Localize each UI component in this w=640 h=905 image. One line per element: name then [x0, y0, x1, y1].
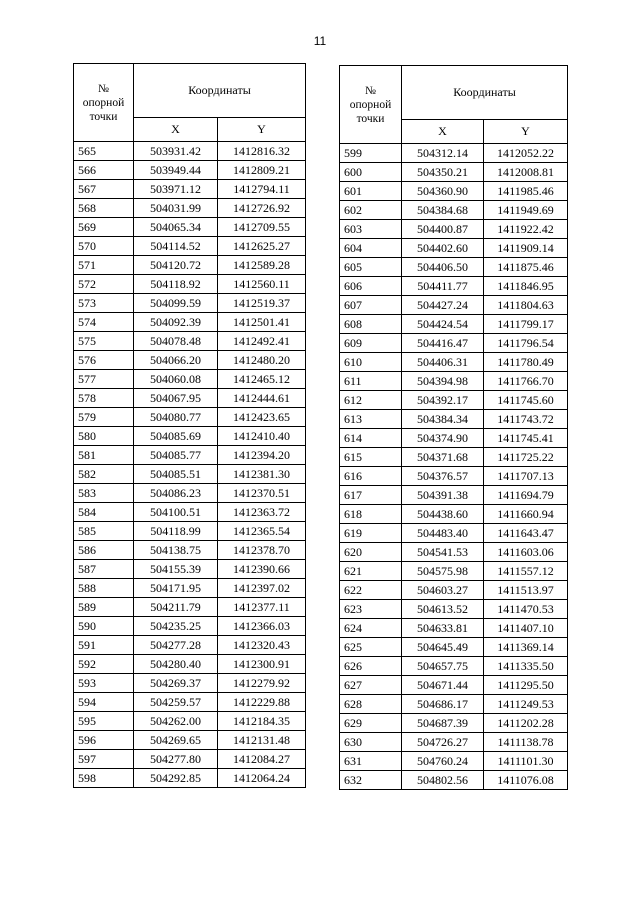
table-row	[74, 370, 306, 389]
point-number-cell: 625	[340, 638, 402, 657]
coordinates-table-left	[73, 63, 306, 788]
y-coordinate-cell: 1411138.78	[484, 733, 568, 752]
y-coordinate-cell: 1411295.50	[484, 676, 568, 695]
point-number-cell: 621	[340, 562, 402, 581]
point-number-cell: 573	[74, 294, 134, 313]
point-number-cell: 596	[74, 731, 134, 750]
table-row	[74, 161, 306, 180]
x-coordinate-cell: 504085.51	[134, 465, 218, 484]
point-number-cell: 598	[74, 769, 134, 788]
point-number-cell: 612	[340, 391, 402, 410]
table-row	[74, 218, 306, 237]
point-number-cell: 578	[74, 389, 134, 408]
y-column-header: Y	[484, 120, 568, 144]
point-number-cell: 574	[74, 313, 134, 332]
point-number-cell: 608	[340, 315, 402, 334]
y-coordinate-cell: 1412052.22	[484, 144, 568, 163]
point-number-cell: 610	[340, 353, 402, 372]
table-row	[340, 752, 568, 771]
y-column-header: Y	[218, 118, 306, 142]
table-row	[340, 657, 568, 676]
x-coordinate-cell: 504085.77	[134, 446, 218, 465]
table-row	[340, 676, 568, 695]
table-row	[340, 239, 568, 258]
point-number-cell: 570	[74, 237, 134, 256]
x-coordinate-cell: 504384.34	[402, 410, 484, 429]
point-number-cell: 575	[74, 332, 134, 351]
x-coordinate-cell: 504065.34	[134, 218, 218, 237]
table-row	[340, 315, 568, 334]
table-row	[74, 256, 306, 275]
table-row	[74, 446, 306, 465]
y-coordinate-cell: 1411949.69	[484, 201, 568, 220]
table-row	[340, 334, 568, 353]
x-coordinate-cell: 504067.95	[134, 389, 218, 408]
page-number: 11	[313, 34, 327, 48]
point-number-cell: 619	[340, 524, 402, 543]
x-coordinate-cell: 504384.68	[402, 201, 484, 220]
table-row	[340, 562, 568, 581]
table-row	[340, 448, 568, 467]
y-coordinate-cell: 1411249.53	[484, 695, 568, 714]
y-coordinate-cell: 1412519.37	[218, 294, 306, 313]
y-coordinate-cell: 1412279.92	[218, 674, 306, 693]
y-coordinate-cell: 1412709.55	[218, 218, 306, 237]
y-coordinate-cell: 1411799.17	[484, 315, 568, 334]
table-row	[340, 163, 568, 182]
x-coordinate-cell: 504411.77	[402, 277, 484, 296]
table-row	[74, 294, 306, 313]
x-coordinate-cell: 504406.50	[402, 258, 484, 277]
point-number-cell: 576	[74, 351, 134, 370]
y-coordinate-cell: 1412560.11	[218, 275, 306, 294]
x-coordinate-cell: 504118.99	[134, 522, 218, 541]
y-coordinate-cell: 1412366.03	[218, 617, 306, 636]
point-number-cell: 571	[74, 256, 134, 275]
point-number-cell: 628	[340, 695, 402, 714]
table-row	[340, 258, 568, 277]
x-column-header: X	[402, 120, 484, 144]
point-number-cell: 613	[340, 410, 402, 429]
point-number-cell: 572	[74, 275, 134, 294]
x-coordinate-cell: 504427.24	[402, 296, 484, 315]
table-row	[340, 619, 568, 638]
point-number-header	[74, 64, 134, 142]
table-row	[340, 277, 568, 296]
x-coordinate-cell: 504575.98	[402, 562, 484, 581]
x-coordinate-cell: 504483.40	[402, 524, 484, 543]
y-coordinate-cell: 1412381.30	[218, 465, 306, 484]
x-coordinate-cell: 504613.52	[402, 600, 484, 619]
point-number-cell: 566	[74, 161, 134, 180]
table-row	[74, 636, 306, 655]
y-coordinate-cell: 1412084.27	[218, 750, 306, 769]
x-coordinate-cell: 504438.60	[402, 505, 484, 524]
y-coordinate-cell: 1411202.28	[484, 714, 568, 733]
y-coordinate-cell: 1411922.42	[484, 220, 568, 239]
point-number-cell: 584	[74, 503, 134, 522]
table-row	[74, 332, 306, 351]
x-coordinate-cell: 504360.90	[402, 182, 484, 201]
table-row	[74, 560, 306, 579]
table-row	[340, 296, 568, 315]
y-coordinate-cell: 1412809.21	[218, 161, 306, 180]
x-coordinate-cell: 504099.59	[134, 294, 218, 313]
table-row	[74, 465, 306, 484]
coordinates-table-right	[339, 65, 568, 790]
y-coordinate-cell: 1411743.72	[484, 410, 568, 429]
table-row	[340, 505, 568, 524]
table-row	[74, 693, 306, 712]
y-coordinate-cell: 1412064.24	[218, 769, 306, 788]
x-column-header: X	[134, 118, 218, 142]
x-coordinate-cell: 504171.95	[134, 579, 218, 598]
x-coordinate-cell: 504118.92	[134, 275, 218, 294]
table-row	[74, 522, 306, 541]
y-coordinate-cell: 1412365.54	[218, 522, 306, 541]
table-row	[340, 600, 568, 619]
y-coordinate-cell: 1411909.14	[484, 239, 568, 258]
y-coordinate-cell: 1411804.63	[484, 296, 568, 315]
y-coordinate-cell: 1411513.97	[484, 581, 568, 600]
point-number-cell: 607	[340, 296, 402, 315]
y-coordinate-cell: 1412423.65	[218, 408, 306, 427]
x-coordinate-cell: 504031.99	[134, 199, 218, 218]
table-row	[74, 484, 306, 503]
point-number-cell: 577	[74, 370, 134, 389]
y-coordinate-cell: 1411707.13	[484, 467, 568, 486]
x-coordinate-cell: 504726.27	[402, 733, 484, 752]
table-row	[74, 617, 306, 636]
y-coordinate-cell: 1412390.66	[218, 560, 306, 579]
x-coordinate-cell: 504092.39	[134, 313, 218, 332]
table-row	[340, 372, 568, 391]
point-number-cell: 632	[340, 771, 402, 790]
y-coordinate-cell: 1411643.47	[484, 524, 568, 543]
y-coordinate-cell: 1411796.54	[484, 334, 568, 353]
y-coordinate-cell: 1412394.20	[218, 446, 306, 465]
table-row	[74, 427, 306, 446]
point-number-cell: 568	[74, 199, 134, 218]
x-coordinate-cell: 503949.44	[134, 161, 218, 180]
y-coordinate-cell: 1411875.46	[484, 258, 568, 277]
y-coordinate-cell: 1411076.08	[484, 771, 568, 790]
x-coordinate-cell: 504312.14	[402, 144, 484, 163]
table-row	[340, 524, 568, 543]
y-coordinate-cell: 1412726.92	[218, 199, 306, 218]
table-row	[340, 353, 568, 372]
table-row	[340, 144, 568, 163]
point-number-cell: 582	[74, 465, 134, 484]
y-coordinate-cell: 1412501.41	[218, 313, 306, 332]
point-number-cell: 606	[340, 277, 402, 296]
y-coordinate-cell: 1412377.11	[218, 598, 306, 617]
table-row	[340, 486, 568, 505]
x-coordinate-cell: 504671.44	[402, 676, 484, 695]
point-number-cell: 615	[340, 448, 402, 467]
x-coordinate-cell: 504235.25	[134, 617, 218, 636]
point-number-cell: 601	[340, 182, 402, 201]
point-number-cell: 609	[340, 334, 402, 353]
point-number-cell: 602	[340, 201, 402, 220]
y-coordinate-cell: 1412480.20	[218, 351, 306, 370]
x-coordinate-cell: 504402.60	[402, 239, 484, 258]
point-number-header	[340, 66, 402, 144]
y-coordinate-cell: 1411101.30	[484, 752, 568, 771]
y-coordinate-cell: 1411407.10	[484, 619, 568, 638]
table-row	[340, 467, 568, 486]
y-coordinate-cell: 1412794.11	[218, 180, 306, 199]
point-number-cell: 617	[340, 486, 402, 505]
point-number-cell: 629	[340, 714, 402, 733]
table-row	[340, 714, 568, 733]
point-number-cell: 631	[340, 752, 402, 771]
table-row	[340, 733, 568, 752]
x-coordinate-cell: 504280.40	[134, 655, 218, 674]
y-coordinate-cell: 1412300.91	[218, 655, 306, 674]
y-coordinate-cell: 1411745.41	[484, 429, 568, 448]
y-coordinate-cell: 1411369.14	[484, 638, 568, 657]
table-row	[74, 750, 306, 769]
table-row	[340, 638, 568, 657]
y-coordinate-cell: 1411335.50	[484, 657, 568, 676]
y-coordinate-cell: 1412397.02	[218, 579, 306, 598]
x-coordinate-cell: 504760.24	[402, 752, 484, 771]
x-coordinate-cell: 504211.79	[134, 598, 218, 617]
table-row	[74, 579, 306, 598]
point-number-cell: 616	[340, 467, 402, 486]
table-row	[74, 503, 306, 522]
y-coordinate-cell: 1411745.60	[484, 391, 568, 410]
x-coordinate-cell: 504424.54	[402, 315, 484, 334]
table-row	[74, 180, 306, 199]
x-coordinate-cell: 504392.17	[402, 391, 484, 410]
table-row	[340, 182, 568, 201]
point-number-cell: 580	[74, 427, 134, 446]
x-coordinate-cell: 504086.23	[134, 484, 218, 503]
x-coordinate-cell: 504391.38	[402, 486, 484, 505]
table-row	[340, 581, 568, 600]
x-coordinate-cell: 504078.48	[134, 332, 218, 351]
y-coordinate-cell: 1412589.28	[218, 256, 306, 275]
table-row	[74, 275, 306, 294]
y-coordinate-cell: 1412184.35	[218, 712, 306, 731]
x-coordinate-cell: 503931.42	[134, 142, 218, 161]
x-coordinate-cell: 504374.90	[402, 429, 484, 448]
x-coordinate-cell: 504120.72	[134, 256, 218, 275]
y-coordinate-cell: 1412008.81	[484, 163, 568, 182]
y-coordinate-cell: 1411780.49	[484, 353, 568, 372]
point-number-cell: 579	[74, 408, 134, 427]
table-row	[74, 712, 306, 731]
y-coordinate-cell: 1412320.43	[218, 636, 306, 655]
y-coordinate-cell: 1411603.06	[484, 543, 568, 562]
point-number-cell: 622	[340, 581, 402, 600]
x-coordinate-cell: 504645.49	[402, 638, 484, 657]
x-coordinate-cell: 504269.37	[134, 674, 218, 693]
table-row	[74, 142, 306, 161]
y-coordinate-cell: 1411985.46	[484, 182, 568, 201]
x-coordinate-cell: 504603.27	[402, 581, 484, 600]
point-header-line2: опорной	[82, 96, 125, 109]
x-coordinate-cell: 504114.52	[134, 237, 218, 256]
x-coordinate-cell: 504277.28	[134, 636, 218, 655]
table-row	[340, 771, 568, 790]
x-coordinate-cell: 504406.31	[402, 353, 484, 372]
table-row	[74, 351, 306, 370]
table-row	[340, 543, 568, 562]
y-coordinate-cell: 1411766.70	[484, 372, 568, 391]
y-coordinate-cell: 1411694.79	[484, 486, 568, 505]
point-number-cell: 567	[74, 180, 134, 199]
table-row	[74, 199, 306, 218]
x-coordinate-cell: 504085.69	[134, 427, 218, 446]
point-number-cell: 589	[74, 598, 134, 617]
x-coordinate-cell: 504633.81	[402, 619, 484, 638]
table-row	[340, 391, 568, 410]
table-row	[74, 655, 306, 674]
y-coordinate-cell: 1412410.40	[218, 427, 306, 446]
x-coordinate-cell: 504269.65	[134, 731, 218, 750]
table-row	[74, 731, 306, 750]
x-coordinate-cell: 504371.68	[402, 448, 484, 467]
x-coordinate-cell: 504400.87	[402, 220, 484, 239]
point-header-line3: точки	[356, 112, 385, 125]
x-coordinate-cell: 504686.17	[402, 695, 484, 714]
y-coordinate-cell: 1412378.70	[218, 541, 306, 560]
coordinates-header: Координаты	[134, 64, 306, 118]
point-number-cell: 583	[74, 484, 134, 503]
x-coordinate-cell: 504292.85	[134, 769, 218, 788]
point-number-cell: 623	[340, 600, 402, 619]
y-coordinate-cell: 1412229.88	[218, 693, 306, 712]
table-row	[74, 313, 306, 332]
point-header-line2: опорной	[349, 98, 392, 111]
point-number-cell: 595	[74, 712, 134, 731]
x-coordinate-cell: 504687.39	[402, 714, 484, 733]
x-coordinate-cell: 504080.77	[134, 408, 218, 427]
y-coordinate-cell: 1412363.72	[218, 503, 306, 522]
point-header-line1: №	[98, 82, 109, 95]
x-coordinate-cell: 504376.57	[402, 467, 484, 486]
y-coordinate-cell: 1412492.41	[218, 332, 306, 351]
x-coordinate-cell: 504262.00	[134, 712, 218, 731]
y-coordinate-cell: 1411470.53	[484, 600, 568, 619]
table-row	[340, 429, 568, 448]
point-number-cell: 626	[340, 657, 402, 676]
point-number-cell: 592	[74, 655, 134, 674]
point-header-line1: №	[365, 84, 376, 97]
table-row	[74, 541, 306, 560]
point-number-cell: 569	[74, 218, 134, 237]
point-number-cell: 593	[74, 674, 134, 693]
point-number-cell: 588	[74, 579, 134, 598]
point-number-cell: 594	[74, 693, 134, 712]
table-row	[74, 769, 306, 788]
x-coordinate-cell: 504138.75	[134, 541, 218, 560]
y-coordinate-cell: 1412816.32	[218, 142, 306, 161]
x-coordinate-cell: 504060.08	[134, 370, 218, 389]
y-coordinate-cell: 1411725.22	[484, 448, 568, 467]
coordinates-header: Координаты	[402, 66, 568, 120]
x-coordinate-cell: 504657.75	[402, 657, 484, 676]
x-coordinate-cell: 504155.39	[134, 560, 218, 579]
point-number-cell: 599	[340, 144, 402, 163]
point-number-cell: 618	[340, 505, 402, 524]
point-number-cell: 614	[340, 429, 402, 448]
table-row	[74, 674, 306, 693]
x-coordinate-cell: 504350.21	[402, 163, 484, 182]
point-number-cell: 627	[340, 676, 402, 695]
x-coordinate-cell: 504100.51	[134, 503, 218, 522]
point-number-cell: 604	[340, 239, 402, 258]
table-row	[74, 237, 306, 256]
y-coordinate-cell: 1412465.12	[218, 370, 306, 389]
x-coordinate-cell: 504802.56	[402, 771, 484, 790]
point-number-cell: 597	[74, 750, 134, 769]
y-coordinate-cell: 1412625.27	[218, 237, 306, 256]
point-header-line3: точки	[89, 110, 118, 123]
point-number-cell: 620	[340, 543, 402, 562]
point-number-cell: 590	[74, 617, 134, 636]
table-row	[74, 389, 306, 408]
table-row	[340, 220, 568, 239]
y-coordinate-cell: 1411846.95	[484, 277, 568, 296]
point-number-cell: 605	[340, 258, 402, 277]
point-number-cell: 591	[74, 636, 134, 655]
point-number-cell: 603	[340, 220, 402, 239]
y-coordinate-cell: 1411660.94	[484, 505, 568, 524]
point-number-cell: 630	[340, 733, 402, 752]
point-number-cell: 585	[74, 522, 134, 541]
point-number-cell: 581	[74, 446, 134, 465]
point-number-cell: 600	[340, 163, 402, 182]
y-coordinate-cell: 1411557.12	[484, 562, 568, 581]
table-row	[340, 410, 568, 429]
point-number-cell: 611	[340, 372, 402, 391]
table-row	[340, 201, 568, 220]
x-coordinate-cell: 504541.53	[402, 543, 484, 562]
table-row	[74, 408, 306, 427]
x-coordinate-cell: 504394.98	[402, 372, 484, 391]
point-number-cell: 586	[74, 541, 134, 560]
x-coordinate-cell: 504277.80	[134, 750, 218, 769]
point-number-cell: 565	[74, 142, 134, 161]
x-coordinate-cell: 504416.47	[402, 334, 484, 353]
y-coordinate-cell: 1412370.51	[218, 484, 306, 503]
table-row	[74, 598, 306, 617]
y-coordinate-cell: 1412131.48	[218, 731, 306, 750]
x-coordinate-cell: 504066.20	[134, 351, 218, 370]
table-row	[340, 695, 568, 714]
point-number-cell: 587	[74, 560, 134, 579]
y-coordinate-cell: 1412444.61	[218, 389, 306, 408]
x-coordinate-cell: 503971.12	[134, 180, 218, 199]
x-coordinate-cell: 504259.57	[134, 693, 218, 712]
point-number-cell: 624	[340, 619, 402, 638]
